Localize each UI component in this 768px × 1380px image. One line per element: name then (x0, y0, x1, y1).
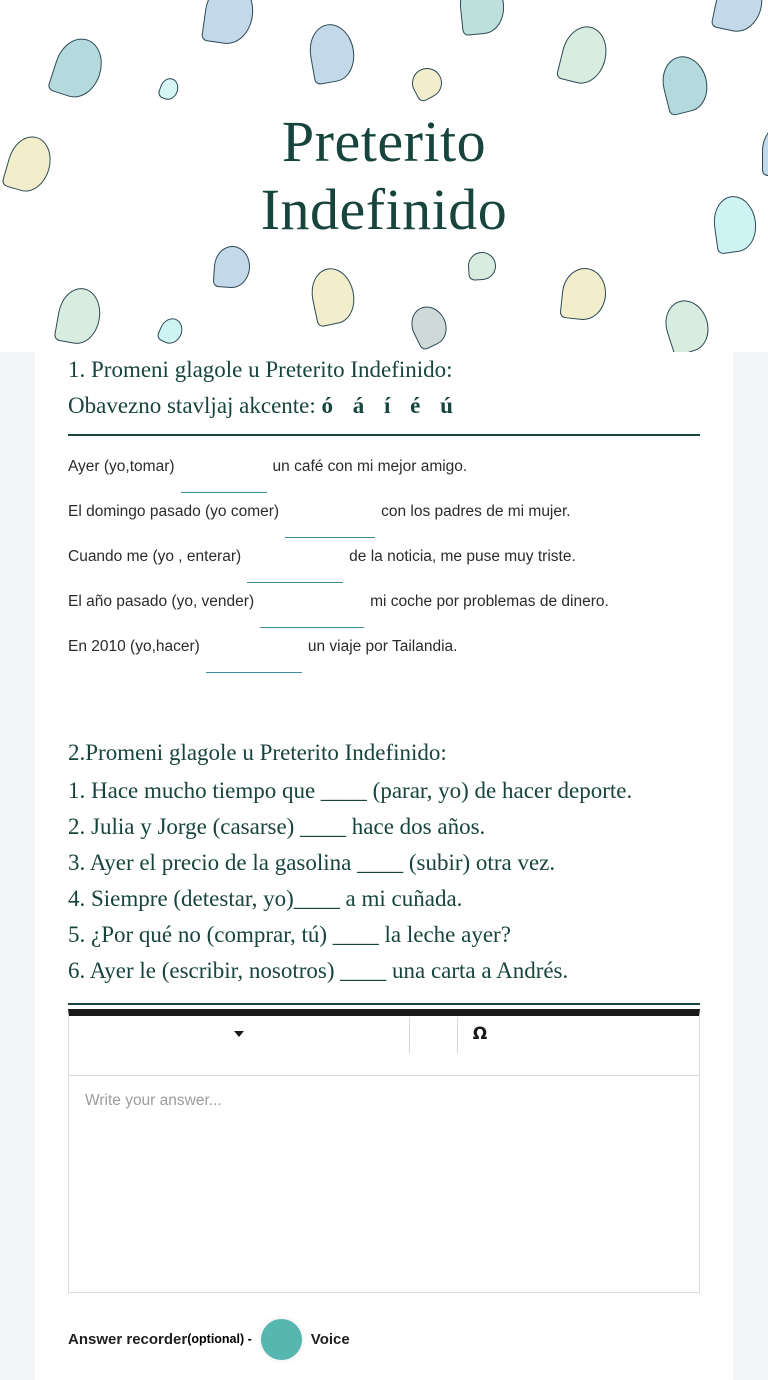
worksheet-content (35, 352, 733, 1363)
exercise-1-subheading-text: Obavezno stavljaj akcente: (68, 393, 316, 418)
exercise-1 (68, 352, 700, 673)
raindrop-shape (157, 76, 181, 103)
exercise-1-item (68, 583, 700, 628)
font-select-dropdown[interactable] (69, 1016, 409, 1052)
raindrop-shape (657, 52, 713, 117)
answer-recorder-label: Answer recorder (68, 1330, 188, 1348)
raindrop-shape (53, 285, 104, 347)
page-title-line-2: Indefinido (260, 177, 508, 242)
raindrop-shape (659, 295, 715, 352)
exercise-1-items (68, 448, 700, 673)
divider-top (68, 434, 700, 436)
exercise-2-item: 1. Hace mucho tiempo que ____ (parar, yo) de hacer deporte. (68, 778, 633, 803)
exercise-2-item: 2. Julia y Jorge (casarse) ____ hace dos años. (68, 814, 486, 839)
raindrop-shape (457, 0, 507, 36)
chevron-down-icon (234, 1031, 244, 1037)
exercise-1-blank[interactable] (181, 454, 267, 493)
raindrop-shape (407, 63, 448, 104)
exercise-2-heading: 2.Promeni glagole u Preterito Indefinido: (68, 740, 447, 765)
raindrop-shape (213, 245, 252, 289)
exercise-2-item: 5. ¿Por qué no (comprar, tú) ____ la leche ayer? (68, 922, 511, 947)
worksheet-card (35, 0, 733, 1380)
exercise-1-suffix: un café con mi mejor amigo. (272, 458, 468, 475)
exercise-1-suffix: mi coche por problemas de dinero. (370, 593, 609, 610)
exercise-1-suffix: de la noticia, me puse muy triste. (349, 548, 576, 565)
answer-input[interactable] (69, 1076, 699, 1292)
raindrop-shape (47, 32, 109, 103)
exercise-1-blank[interactable] (247, 544, 343, 583)
exercise-1-suffix: con los padres de mi mujer. (381, 503, 571, 520)
raindrop-shape (556, 22, 613, 89)
exercise-1-blank[interactable] (206, 634, 302, 673)
exercise-1-item (68, 493, 700, 538)
exercise-2-item: 4. Siempre (detestar, yo)____ a mi cuñada. (68, 886, 463, 911)
exercise-1-subheading (68, 388, 700, 424)
page-title-line-1: Preterito (281, 109, 487, 174)
answer-recorder-optional: (optional) - (187, 1332, 252, 1346)
exercise-2-item: 3. Ayer el precio de la gasolina ____ (subir) otra vez. (68, 850, 556, 875)
exercise-1-blank[interactable] (260, 589, 364, 628)
exercise-1-suffix: un viaje por Tailandia. (307, 638, 458, 655)
raindrop-shape (559, 266, 608, 322)
special-character-icon[interactable]: Ω (472, 1024, 488, 1044)
exercise-1-prompt: El domingo pasado (yo comer) (68, 503, 280, 520)
exercise-2-item: 6. Ayer le (escribir, nosotros) ____ una carta a Andrés. (68, 958, 569, 983)
exercise-1-item (68, 538, 700, 583)
record-button[interactable] (261, 1319, 302, 1360)
divider-bottom (68, 1003, 700, 1005)
exercise-1-item (68, 448, 700, 493)
page-title (0, 108, 768, 244)
exercise-2 (68, 735, 700, 1005)
raindrop-shape (405, 301, 453, 352)
exercise-1-blank[interactable] (285, 499, 375, 538)
exercise-1-prompt: El año pasado (yo, vender) (68, 593, 255, 610)
voice-label: Voice (310, 1330, 350, 1348)
answer-recorder-row (68, 1315, 700, 1363)
editor-toolbar (69, 1016, 699, 1076)
exercise-1-item (68, 628, 700, 673)
raindrop-shape (710, 0, 767, 36)
raindrop-shape (201, 0, 257, 47)
accent-characters: ó á í é ú (321, 393, 460, 418)
raindrop-shape (307, 264, 360, 328)
exercise-1-prompt: Ayer (yo,tomar) (68, 458, 175, 475)
raindrop-shape (156, 315, 187, 348)
raindrop-shape (305, 21, 358, 86)
header-banner (0, 0, 768, 352)
exercise-2-items (68, 773, 700, 989)
answer-placeholder: Write your answer... (85, 1092, 222, 1109)
toolbar-divider-1 (409, 1017, 410, 1053)
raindrop-shape (467, 251, 497, 281)
exercise-1-heading: 1. Promeni glagole u Preterito Indefinido: (68, 357, 453, 382)
exercise-1-prompt: En 2010 (yo,hacer) (68, 638, 200, 655)
answer-editor (68, 1009, 700, 1293)
exercise-1-prompt: Cuando me (yo , enterar) (68, 548, 242, 565)
